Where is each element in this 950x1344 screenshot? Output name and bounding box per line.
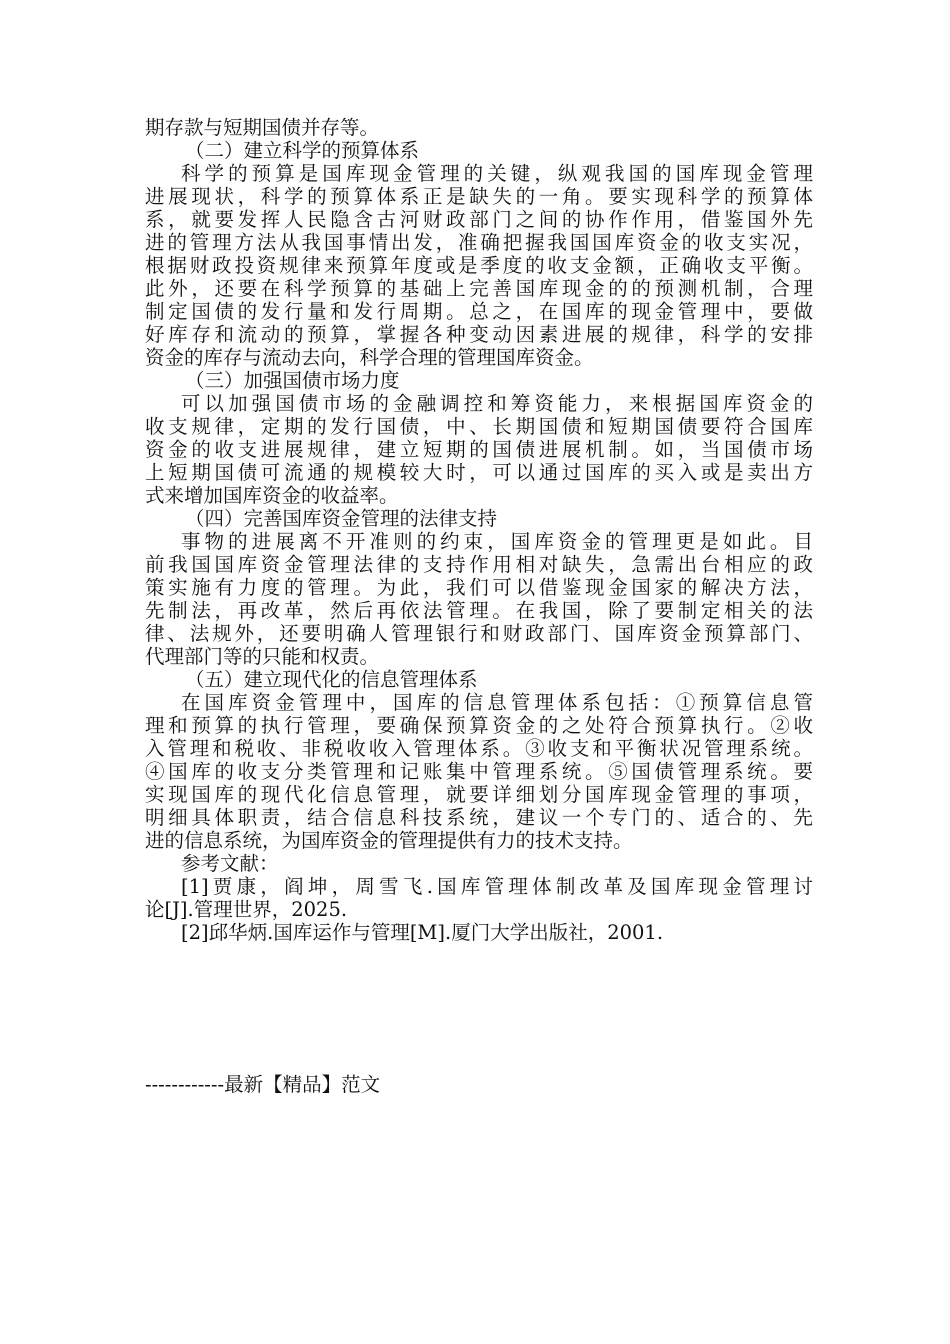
paragraph-line: 资金的收支进展规律，建立短期的国债进展机制。如，当国债市场 — [145, 438, 813, 461]
reference-item: 论[J].管理世界，2025. — [145, 898, 348, 921]
paragraph-line: 明细具体职责，结合信息科技系统，建议一个专门的、适合的、先 — [145, 806, 813, 829]
document-body — [145, 116, 813, 944]
paragraph-line: 资金的库存与流动去向，科学合理的管理国库资金。 — [145, 346, 594, 369]
reference-item: [1]贾康，阎坤，周雪飞.国库管理体制改革及国库现金管理讨 — [181, 875, 813, 898]
paragraph-line: 期存款与短期国债并存等。 — [145, 116, 380, 139]
paragraph-line: 前我国国库资金管理法律的支持作用相对缺失，急需出台相应的政 — [145, 553, 813, 576]
references-heading: 参考文献： — [181, 852, 279, 875]
paragraph-line: 在国库资金管理中，国库的信息管理体系包括：①预算信息管 — [181, 691, 813, 714]
paragraph-line: 进展现状，科学的预算体系正是缺失的一角。要实现科学的预算体 — [145, 185, 813, 208]
paragraph-line: 策实施有力度的管理。为此，我们可以借鉴现金国家的解决方法， — [145, 576, 813, 599]
paragraph-line: 可以加强国债市场的金融调控和筹资能力，来根据国库资金的 — [181, 392, 813, 415]
paragraph-line: 先制法，再改革，然后再依法管理。在我国，除了要制定相关的法 — [145, 599, 813, 622]
section-heading: （四）完善国库资金管理的法律支持 — [185, 507, 498, 530]
paragraph-line: 上短期国债可流通的规模较大时，可以通过国库的买入或是卖出方 — [145, 461, 813, 484]
paragraph-line: 代理部门等的只能和权责。 — [145, 645, 380, 668]
paragraph-line: 实现国库的现代化信息管理，就要详细划分国库现金管理的事项， — [145, 783, 813, 806]
reference-item: [2]邱华炳.国库运作与管理[M].厦门大学出版社，2001. — [181, 921, 664, 944]
paragraph-line: 制定国债的发行量和发行周期。总之，在国库的现金管理中，要做 — [145, 300, 813, 323]
paragraph-line: ④国库的收支分类管理和记账集中管理系统。⑤国债管理系统。要 — [145, 760, 813, 783]
paragraph-line: 收支规律，定期的发行国债，中、长期国债和短期国债要符合国库 — [145, 415, 813, 438]
paragraph-line: 此外，还要在科学预算的基础上完善国库现金的的预测机制，合理 — [145, 277, 813, 300]
paragraph-line: 根据财政投资规律来预算年度或是季度的收支金额，正确收支平衡。 — [145, 254, 813, 277]
section-heading: （五）建立现代化的信息管理体系 — [185, 668, 478, 691]
paragraph-line: 式来增加国库资金的收益率。 — [145, 484, 399, 507]
paragraph-line: 进的信息系统，为国库资金的管理提供有力的技术支持。 — [145, 829, 633, 852]
paragraph-line: 入管理和税收、非税收收入管理体系。③收支和平衡状况管理系统。 — [145, 737, 813, 760]
paragraph-line: 事物的进展离不开准则的约束，国库资金的管理更是如此。目 — [181, 530, 813, 553]
paragraph-line: 系，就要发挥人民隐含古河财政部门之间的协作作用，借鉴国外先 — [145, 208, 813, 231]
paragraph-line: 进的管理方法从我国事情出发，准确把握我国国库资金的收支实况， — [145, 231, 813, 254]
paragraph-line: 律、法规外，还要明确人管理银行和财政部门、国库资金预算部门、 — [145, 622, 813, 645]
paragraph-line: 好库存和流动的预算，掌握各种变动因素进展的规律，科学的安排 — [145, 323, 813, 346]
section-heading: （二）建立科学的预算体系 — [185, 139, 420, 162]
paragraph-line: 科学的预算是国库现金管理的关键，纵观我国的国库现金管理 — [181, 162, 813, 185]
section-heading: （三）加强国债市场力度 — [185, 369, 400, 392]
paragraph-line: 理和预算的执行管理，要确保预算资金的之处符合预算执行。②收 — [145, 714, 813, 737]
footer-text: ------------最新【精品】范文 — [145, 1073, 381, 1096]
